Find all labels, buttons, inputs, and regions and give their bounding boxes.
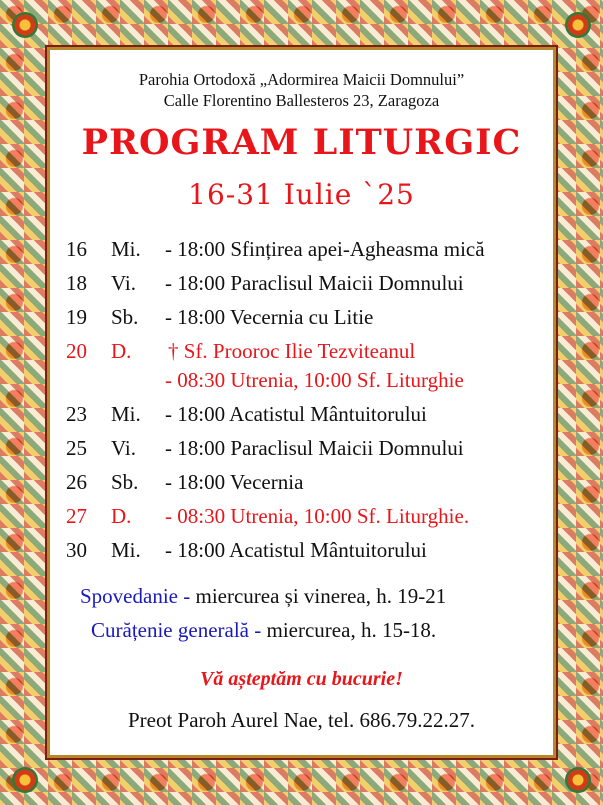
schedule-event: - 18:00 Acatistul Mântuitorului — [165, 538, 427, 562]
schedule-weekday: Sb. — [111, 305, 139, 329]
ornament-corner — [12, 767, 38, 793]
schedule-day: 25 — [66, 436, 87, 460]
schedule-weekday: Sb. — [111, 470, 139, 494]
schedule-event: - 18:00 Vecernia cu Litie — [165, 305, 374, 329]
schedule-event: - 18:00 Vecernia — [165, 470, 304, 494]
schedule-event: - 08:30 Utrenia, 10:00 Sf. Liturghie — [165, 368, 464, 392]
schedule-weekday: Mi. — [111, 538, 141, 562]
page-subtitle: 16-31 Iulie `25 — [188, 178, 415, 211]
schedule-day: 30 — [66, 538, 87, 562]
schedule-weekday: Vi. — [111, 271, 136, 295]
schedule-feast: † Sf. Prooroc Ilie Tezviteanul — [168, 339, 416, 363]
schedule-day: 18 — [66, 271, 87, 295]
schedule-day: 19 — [66, 305, 87, 329]
ornament-corner — [12, 12, 38, 38]
schedule-day: 26 — [66, 470, 87, 494]
schedule-day: 16 — [66, 237, 87, 261]
ornament-corner — [565, 767, 591, 793]
cleaning-note — [91, 618, 436, 643]
confession-note — [80, 584, 446, 609]
schedule-weekday: Vi. — [111, 436, 136, 460]
cleaning-label: Curățenie generală - — [91, 618, 262, 642]
schedule-event: - 18:00 Paraclisul Maicii Domnului — [165, 436, 464, 460]
parish-name: Parohia Ortodoxă „Adormirea Maicii Domnului” — [138, 70, 465, 89]
cleaning-text: miercurea, h. 15-18. — [266, 618, 437, 642]
schedule-event: - 18:00 Paraclisul Maicii Domnului — [165, 271, 464, 295]
schedule-event: - 08:30 Utrenia, 10:00 Sf. Liturghie. — [165, 504, 470, 528]
schedule-day: 20 — [66, 339, 87, 363]
confession-label: Spovedanie - — [80, 584, 191, 608]
parish-address: Calle Florentino Ballesteros 23, Zaragoza — [163, 91, 440, 110]
priest-contact: Preot Paroh Aurel Nae, tel. 686.79.22.27. — [127, 708, 476, 732]
schedule-weekday: Mi. — [111, 402, 141, 426]
schedule-weekday: D. — [111, 339, 132, 363]
confession-text: miercurea și vinerea, h. 19-21 — [195, 584, 447, 608]
ornament-corner — [565, 12, 591, 38]
schedule-event: - 18:00 Sfințirea apei-Agheasma mică — [165, 237, 485, 261]
page-title: PROGRAM LITURGIC — [81, 122, 522, 163]
schedule-day: 27 — [66, 504, 87, 528]
schedule-event: - 18:00 Acatistul Mântuitorului — [165, 402, 427, 426]
closing-message: Vă așteptăm cu bucurie! — [200, 668, 403, 690]
schedule-weekday: Mi. — [111, 237, 141, 261]
schedule-weekday: D. — [111, 504, 132, 528]
schedule-day: 23 — [66, 402, 87, 426]
